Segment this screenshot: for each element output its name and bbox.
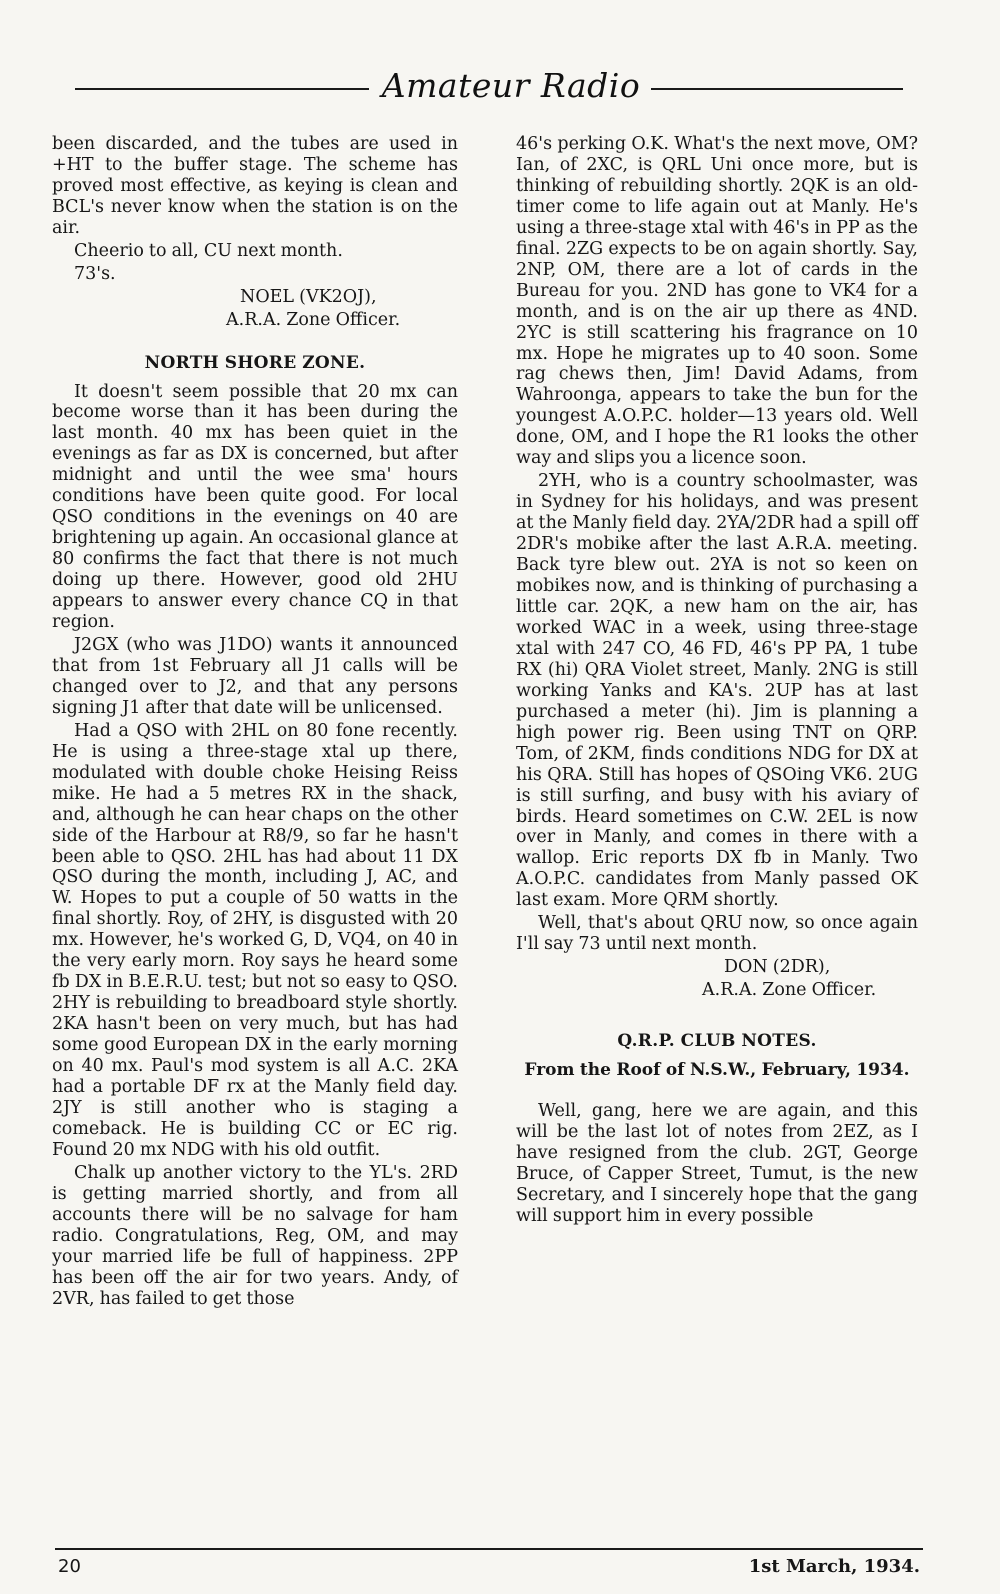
- section-heading-north-shore: NORTH SHORE ZONE.: [144, 352, 366, 373]
- page-number: 20: [58, 1556, 81, 1577]
- right-paragraph-2: 2YH, who is a country schoolmaster, was in Sydney for his holidays, and was present at the Manly field day. 2YA/2DR had a spill off 2DR's mobike after the last A.R.A. meeting. Back tyre blew out. 2YA is not so keen on mobikes now, and is thinking of purchasing a little car. 2QK, a new ham on the air, has worked WAC in a week, using three-stage xtal with 247 CO, 46 FD, 46's PP PA, 1 tube RX (hi) QRA Violet street, Manly. 2NG is still working Yanks and KA's. 2UP has at last purchased a meter (hi). Jim is planning a high power rig. Been using TNT on QRP. Tom, of 2KM, finds conditions NDG for DX at his QRA. Still has hopes of QSOing VK6. 2UG is still surfing, and busy with his aviary of birds. Heard sometimes on C.W. 2EL is now over in Manly, and comes in there with a wallop. Eric reports DX fb in Manly. Two A.O.P.C. candidates from Manly passed OK last exam. More QRM shortly.: [516, 471, 918, 911]
- left-paragraph-7: Chalk up another victory to the YL's. 2RD is getting married shortly, and from all accounts there will be no salvage for ham radio. Congratulations, Reg, OM, and may your married life be full of happiness. 2PP has been off the air for two years. Andy, of 2VR, has failed to get those: [52, 1162, 458, 1309]
- section-subheading: From the Roof of N.S.W., February, 1934.: [524, 1060, 910, 1081]
- signature-title: A.R.A. Zone Officer.: [226, 309, 401, 330]
- masthead-rule-right: [651, 88, 903, 90]
- right-paragraph-4: Well, gang, here we are again, and this will be the last lot of notes from 2EZ, as I have resigned from the club. 2GT, George Bruce, of Capper Street, Tumut, is the new Secretary, and I sincerely hope that the gang will support him in every possible: [516, 1101, 918, 1226]
- masthead: [55, 66, 923, 114]
- left-paragraph-3: 73's.: [74, 263, 116, 284]
- section-heading-qrp: Q.R.P. CLUB NOTES.: [617, 1031, 817, 1052]
- issue-date: 1st March, 1934.: [748, 1556, 920, 1577]
- left-paragraph-6: Had a QSO with 2HL on 80 fone recently. He is using a three-stage xtal up there, modulated with double choke Heising Reiss mike. He had a 5 metres RX in the shack, and, although he can hear chaps on the other side of the Harbour at R8/9, so far he hasn't been able to QSO. 2HL has had about 11 DX QSO during the month, including J, AC, and W. Hopes to put a couple of 50 watts in the final shortly. Roy, of 2HY, is disgusted with 20 mx. However, he's worked G, D, VQ4, on 40 in the very early morn. Roy says he heard some fb DX in B.E.R.U. test; but not so easy to QSO. 2HY is rebuilding to breadboard style shortly. 2KA hasn't been on very much, but has had some good European DX in the early morning on 40 mx. Paul's mod system is all A.C. 2KA had a portable DF rx at the Manly field day. 2JY is still another who is staging a comeback. He is building CC or EC rig. Found 20 mx NDG with his old outfit.: [52, 720, 458, 1160]
- left-paragraph-1: been discarded, and the tubes are used in +HT to the buffer stage. The scheme has proved most effective, as keying is clean and BCL's never know when the station is on the air.: [52, 134, 458, 238]
- right-paragraph-1: 46's perking O.K. What's the next move, OM? Ian, of 2XC, is QRL Uni once more, but is thinking of rebuilding shortly. 2QK is an old-timer come to life again out at Manly. He's using a three-stage xtal with 46's in PP as the final. 2ZG expects to be on again shortly. Say, 2NP, OM, there are a lot of cards in the Bureau for you. 2ND has gone to VK4 for a month, and is on the air up there as 4ND. 2YC is still scattering his fragrance on 10 mx. Hope he migrates up to 40 soon. Some rag chews then, Jim! David Adams, from Wahroonga, appears to take the bun for the youngest A.O.P.C. holder—13 years old. Well done, OM, and I hope the R1 looks the other way and slips you a licence soon.: [516, 134, 918, 469]
- left-paragraph-4: It doesn't seem possible that 20 mx can become worse than it has been during the last month. 40 mx has been quiet in the evenings as far as DX is concerned, but after midnight and until the wee sma' hours conditions have been quite good. For local QSO conditions in the evenings on 40 are brightening up again. An occasional glance at 80 confirms the fact that there is not much doing up there. However, good old 2HU appears to answer every chance CQ in that region.: [52, 381, 458, 633]
- signature-title-2: A.R.A. Zone Officer.: [702, 980, 877, 1001]
- masthead-rule-left: [75, 88, 369, 90]
- right-column: [516, 134, 918, 1229]
- signature-name: NOEL (VK2OJ),: [240, 286, 377, 307]
- signature-name-2: DON (2DR),: [724, 957, 831, 978]
- publication-title: Amateur Radio: [381, 66, 641, 105]
- left-column: [52, 134, 458, 1311]
- footer-rule: [55, 1548, 923, 1550]
- left-paragraph-5: J2GX (who was J1DO) wants it announced that from 1st February all J1 calls will be changed over to J2, and that any persons signing J1 after that date will be unlicensed.: [52, 634, 458, 718]
- right-paragraph-3: Well, that's about QRU now, so once again I'll say 73 until next month.: [516, 913, 918, 955]
- left-paragraph-2: Cheerio to all, CU next month.: [74, 240, 343, 261]
